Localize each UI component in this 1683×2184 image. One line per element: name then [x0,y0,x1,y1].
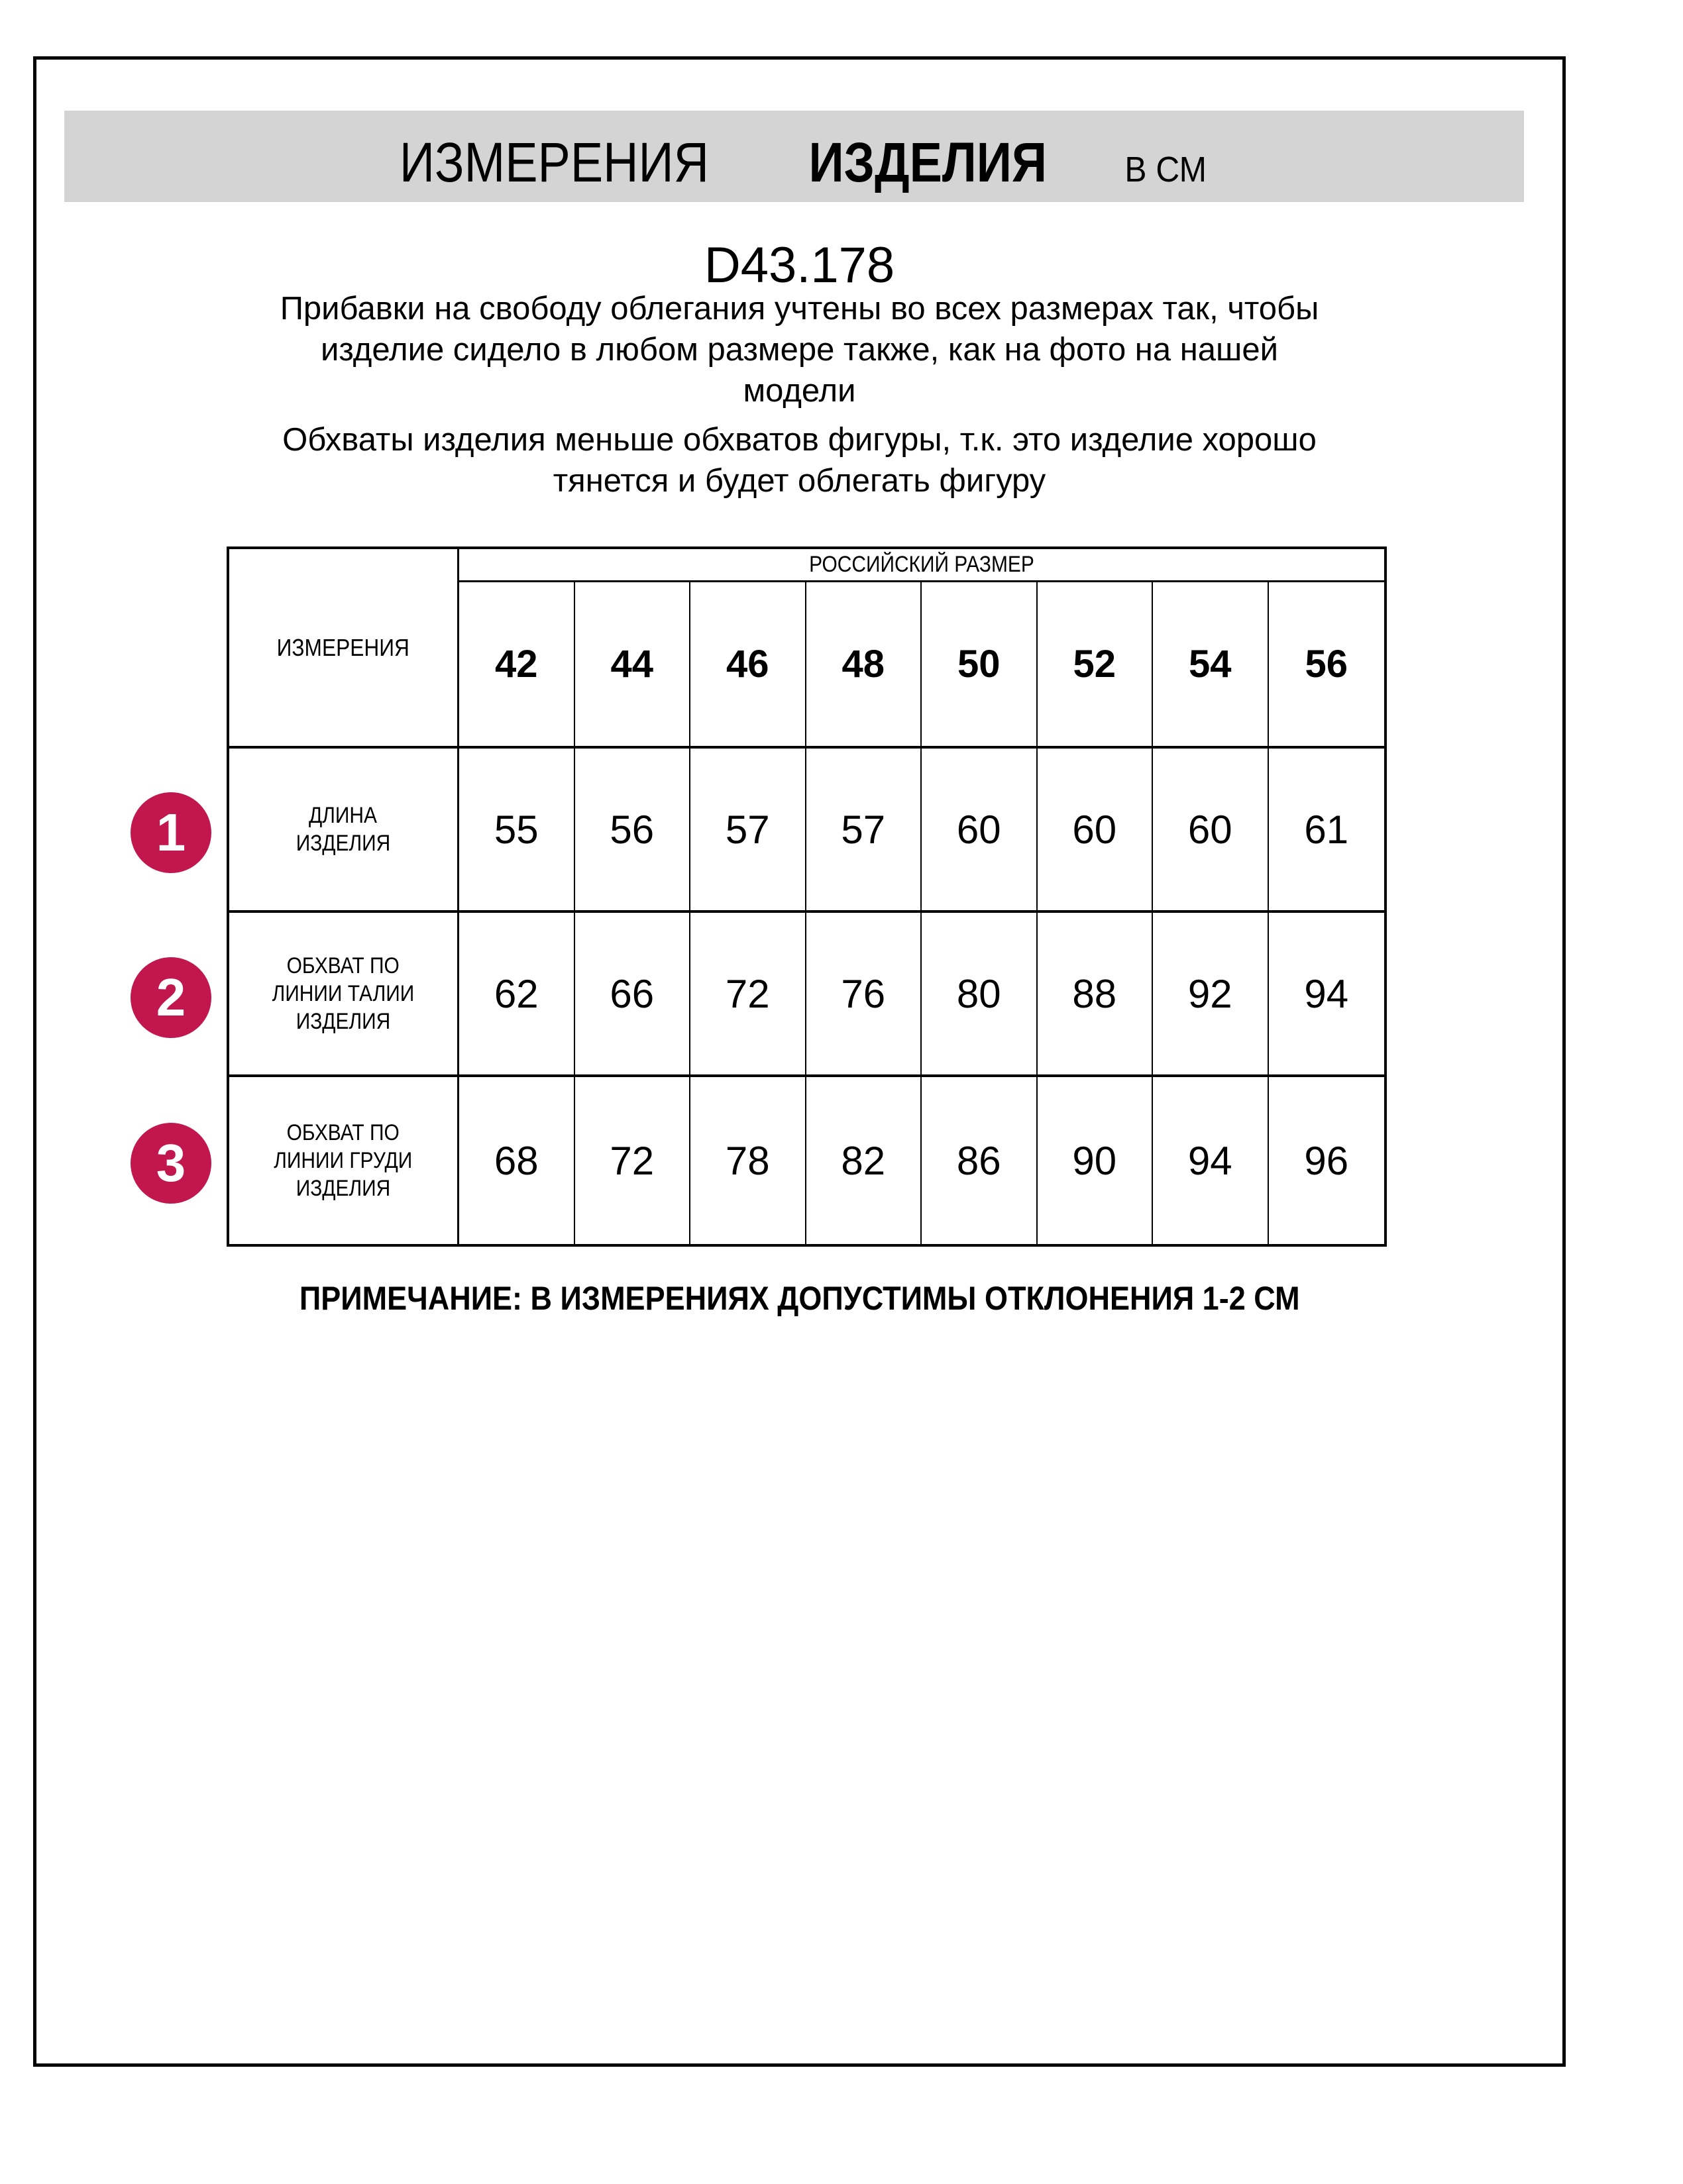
size-col-header-50: 50 [922,582,1038,749]
table-cell-chest-42: 68 [459,1077,575,1244]
table-cell-waist-48: 76 [806,913,922,1077]
table-cell-chest-48: 82 [806,1077,922,1244]
paragraph2-line1: Обхваты изделия меньше обхватов фигуры, т.к. это изделие хорошо [282,422,1317,458]
table-cell-chest-44: 72 [575,1077,691,1244]
stretch-note-paragraph [33,419,1566,501]
row-label-waist-girth: ОБХВАТ ПО ЛИНИИ ТАЛИИ ИЗДЕЛИЯ [229,913,459,1077]
title-bar [64,111,1524,202]
size-col-header-56: 56 [1269,582,1385,749]
size-col-header-46: 46 [690,582,806,749]
size-col-header-48: 48 [806,582,922,749]
paragraph1-line2: изделие сидело в любом размере также, как на фото на нашей [321,332,1278,368]
row-label-chest-girth: ОБХВАТ ПО ЛИНИИ ГРУДИ ИЗДЕЛИЯ [229,1077,459,1244]
row-number-badge-1: 1 [131,792,211,873]
table-cell-chest-50: 86 [922,1077,1038,1244]
product-code: D43.178 [704,237,895,293]
table-cell-chest-52: 90 [1038,1077,1154,1244]
paragraph2-line2: тянется и будет облегать фигуру [553,463,1046,499]
russian-size-header: РОССИЙСКИЙ РАЗМЕР [459,549,1384,582]
table-corner-header: ИЗМЕРЕНИЯ [229,549,459,749]
fit-allowance-paragraph [33,288,1566,411]
tolerance-note: ПРИМЕЧАНИЕ: В ИЗМЕРЕНИЯХ ДОПУСТИМЫ ОТКЛОНЕНИЯ 1-2 СМ [299,1280,1300,1317]
row-number-badge-3: 3 [131,1123,211,1204]
table-cell-length-50: 60 [922,749,1038,913]
row-number-badge-2: 2 [131,957,211,1038]
title-word-izdeliya: ИЗДЕЛИЯ [808,131,1048,193]
table-cell-chest-54: 94 [1153,1077,1269,1244]
paragraph1-line3: модели [743,373,856,409]
table-cell-waist-52: 88 [1038,913,1154,1077]
table-cell-waist-54: 92 [1153,913,1269,1077]
table-cell-length-44: 56 [575,749,691,913]
table-cell-length-46: 57 [690,749,806,913]
page-title [64,131,1524,193]
table-cell-waist-50: 80 [922,913,1038,1077]
row-label-length: ДЛИНА ИЗДЕЛИЯ [229,749,459,913]
table-cell-waist-44: 66 [575,913,691,1077]
size-col-header-52: 52 [1038,582,1154,749]
table-cell-length-42: 55 [459,749,575,913]
table-cell-length-54: 60 [1153,749,1269,913]
title-unit-cm: В СМ [1124,150,1207,189]
table-cell-waist-42: 62 [459,913,575,1077]
title-word-izmereniya: ИЗМЕРЕНИЯ [399,131,710,193]
table-cell-length-48: 57 [806,749,922,913]
table-cell-waist-46: 72 [690,913,806,1077]
table-cell-chest-56: 96 [1304,1138,1349,1183]
size-col-header-44: 44 [575,582,691,749]
table-cell-length-52: 60 [1038,749,1154,913]
size-col-header-42: 42 [459,582,575,749]
table-cell-chest-46: 78 [690,1077,806,1244]
table-cell-waist-56: 94 [1269,913,1385,1077]
measurements-table [227,546,1387,1247]
paragraph1-line1: Прибавки на свободу облегания учтены во всех размерах так, чтобы [280,291,1319,327]
table-cell-length-56: 61 [1269,749,1385,913]
size-col-header-54: 54 [1153,582,1269,749]
